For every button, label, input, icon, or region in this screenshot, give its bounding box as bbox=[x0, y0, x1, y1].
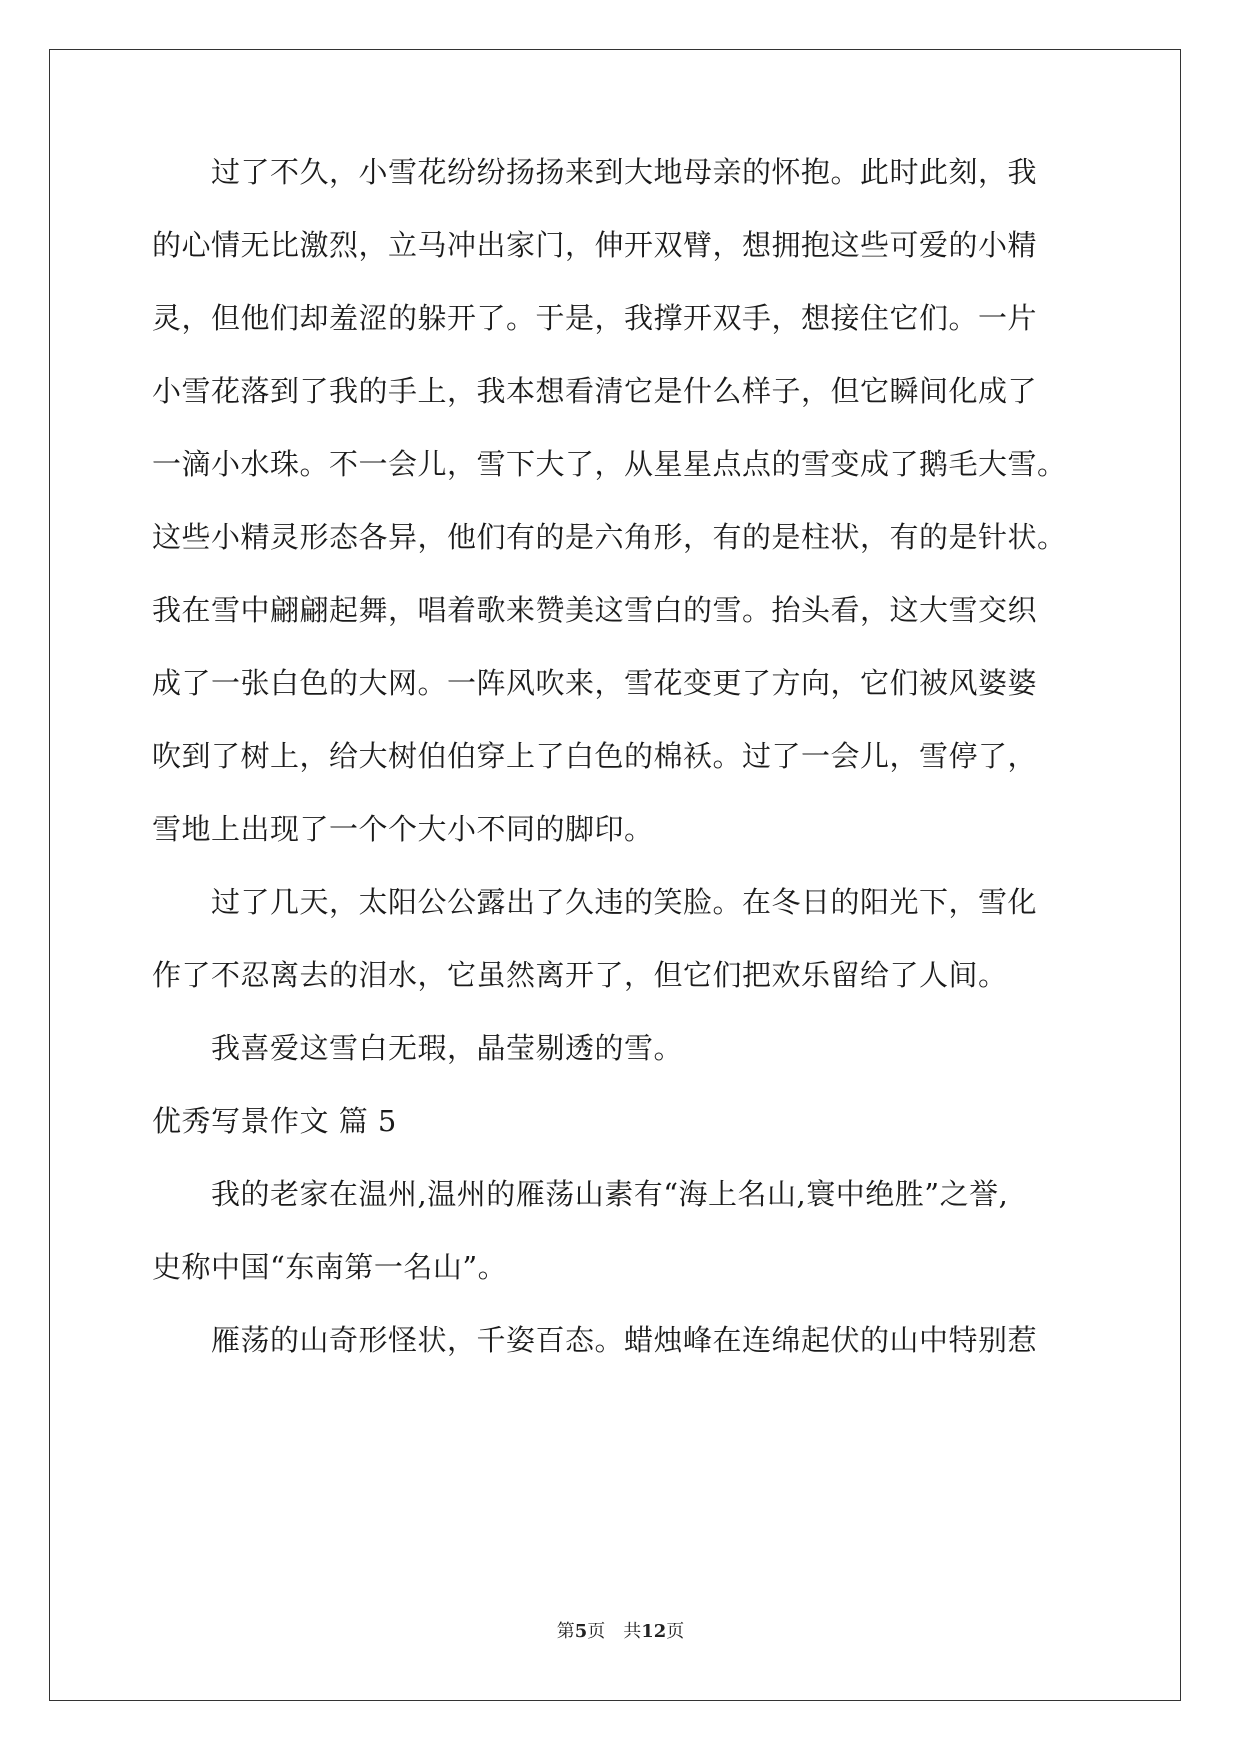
text-line: 一滴小水珠。不一会儿，雪下大了，从星星点点的雪变成了鹅毛大雪。 bbox=[152, 447, 1067, 481]
text-line: 吹到了树上，给大树伯伯穿上了白色的棉袄。过了一会儿，雪停了， bbox=[152, 739, 1038, 773]
text-line: 我喜爱这雪白无瑕，晶莹剔透的雪。 bbox=[152, 1031, 684, 1065]
page-border bbox=[49, 49, 1181, 1701]
text-line: 小雪花落到了我的手上，我本想看清它是什么样子，但它瞬间化成了 bbox=[152, 374, 1038, 408]
text-line: 成了一张白色的大网。一阵风吹来，雪花变更了方向，它们被风婆婆 bbox=[152, 666, 1038, 700]
text-line: 我在雪中翩翩起舞，唱着歌来赞美这雪白的雪。抬头看，这大雪交织 bbox=[152, 593, 1038, 627]
text-line: 我的老家在温州,温州的雁荡山素有“海上名山,寰中绝胜”之誉, bbox=[152, 1177, 1009, 1211]
text-line: 的心情无比激烈，立马冲出家门，伸开双臂，想拥抱这些可爱的小精 bbox=[152, 228, 1038, 262]
text-line: 灵，但他们却羞涩的躲开了。于是，我撑开双手，想接住它们。一片 bbox=[152, 301, 1038, 335]
section-heading: 优秀写景作文 篇 5 bbox=[152, 1104, 397, 1138]
page-current: 5 bbox=[574, 1621, 588, 1642]
text-line: 雪地上出现了一个个大小不同的脚印。 bbox=[152, 812, 654, 846]
text-line: 这些小精灵形态各异，他们有的是六角形，有的是柱状，有的是针状。 bbox=[152, 520, 1067, 554]
text-line: 史称中国“东南第一名山”。 bbox=[152, 1250, 508, 1284]
page-footer bbox=[0, 1620, 1241, 1644]
text-line: 过了几天，太阳公公露出了久违的笑脸。在冬日的阳光下，雪化 bbox=[152, 885, 1038, 919]
text-line: 作了不忍离去的泪水，它虽然离开了，但它们把欢乐留给了人间。 bbox=[152, 958, 1008, 992]
page-prefix: 第 bbox=[556, 1621, 575, 1642]
page-total: 12 bbox=[641, 1621, 667, 1642]
page-suffix: 页 bbox=[666, 1621, 685, 1642]
text-line: 过了不久，小雪花纷纷扬扬来到大地母亲的怀抱。此时此刻，我 bbox=[152, 155, 1038, 189]
page-mid: 页 共 bbox=[587, 1621, 642, 1642]
text-line: 雁荡的山奇形怪状，千姿百态。蜡烛峰在连绵起伏的山中特别惹 bbox=[152, 1323, 1038, 1357]
